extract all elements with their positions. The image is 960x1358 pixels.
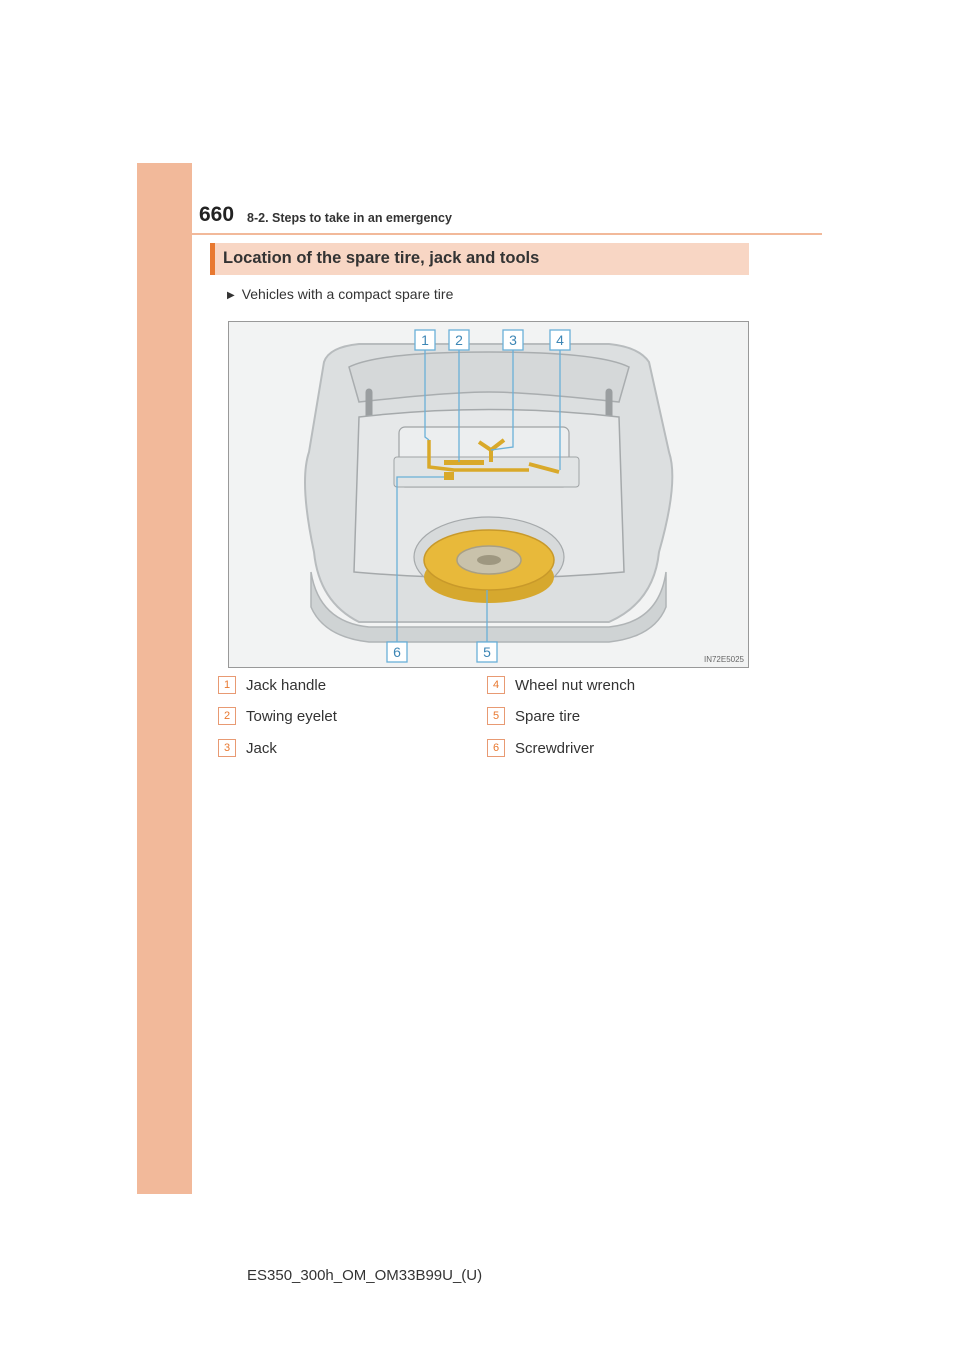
svg-text:2: 2 [455,332,463,348]
callout-6 [387,642,407,662]
legend-label: Jack handle [246,676,327,694]
legend-label: Jack [246,739,277,757]
heading-title: Location of the spare tire, jack and tools [223,249,540,267]
svg-text:6: 6 [393,644,401,660]
legend-number-box: 6 [487,739,505,757]
page-number: 660 [199,203,235,226]
legend-number-box: 1 [218,676,236,694]
legend-item-4 [487,676,635,694]
triangle-bullet-icon: ▶ [227,290,235,301]
bullet-item [227,286,453,302]
towing-eyelet-shape [444,460,484,465]
manual-code-footer: ES350_300h_OM_OM33B99U_(U) [247,1267,483,1284]
section-title: 8-2. Steps to take in an emergency [247,211,452,225]
svg-text:4: 4 [556,332,564,348]
svg-text:1: 1 [421,332,429,348]
legend-item-3 [218,739,277,757]
bullet-text: Vehicles with a compact spare tire [241,286,454,302]
heading-accent [210,243,215,275]
heading-bar [210,243,749,275]
legend-number-box: 5 [487,707,505,725]
figure-code: IN72E5025 [703,655,744,664]
trunk-illustration [228,321,749,668]
legend-item-6 [487,739,594,757]
legend-label: Screwdriver [515,739,595,757]
callout-2 [449,330,469,350]
callout-4 [550,330,570,350]
callout-1 [415,330,435,350]
legend-label: Towing eyelet [246,707,337,725]
legend-number-box: 3 [218,739,236,757]
svg-text:3: 3 [509,332,517,348]
header-rule [192,233,822,235]
svg-text:5: 5 [483,644,491,660]
legend-item-1 [218,676,326,694]
legend-number-box: 4 [487,676,505,694]
legend-number-box: 2 [218,707,236,725]
callout-3 [503,330,523,350]
screwdriver-shape [444,472,454,480]
chapter-side-tab [137,163,192,1194]
spare-tire-hub [477,555,501,565]
legend-label: Wheel nut wrench [515,676,636,694]
trunk-diagram [229,322,748,667]
legend-item-2 [218,707,337,725]
legend-label: Spare tire [515,707,581,725]
callout-5 [477,642,497,662]
legend-item-5 [487,707,580,725]
